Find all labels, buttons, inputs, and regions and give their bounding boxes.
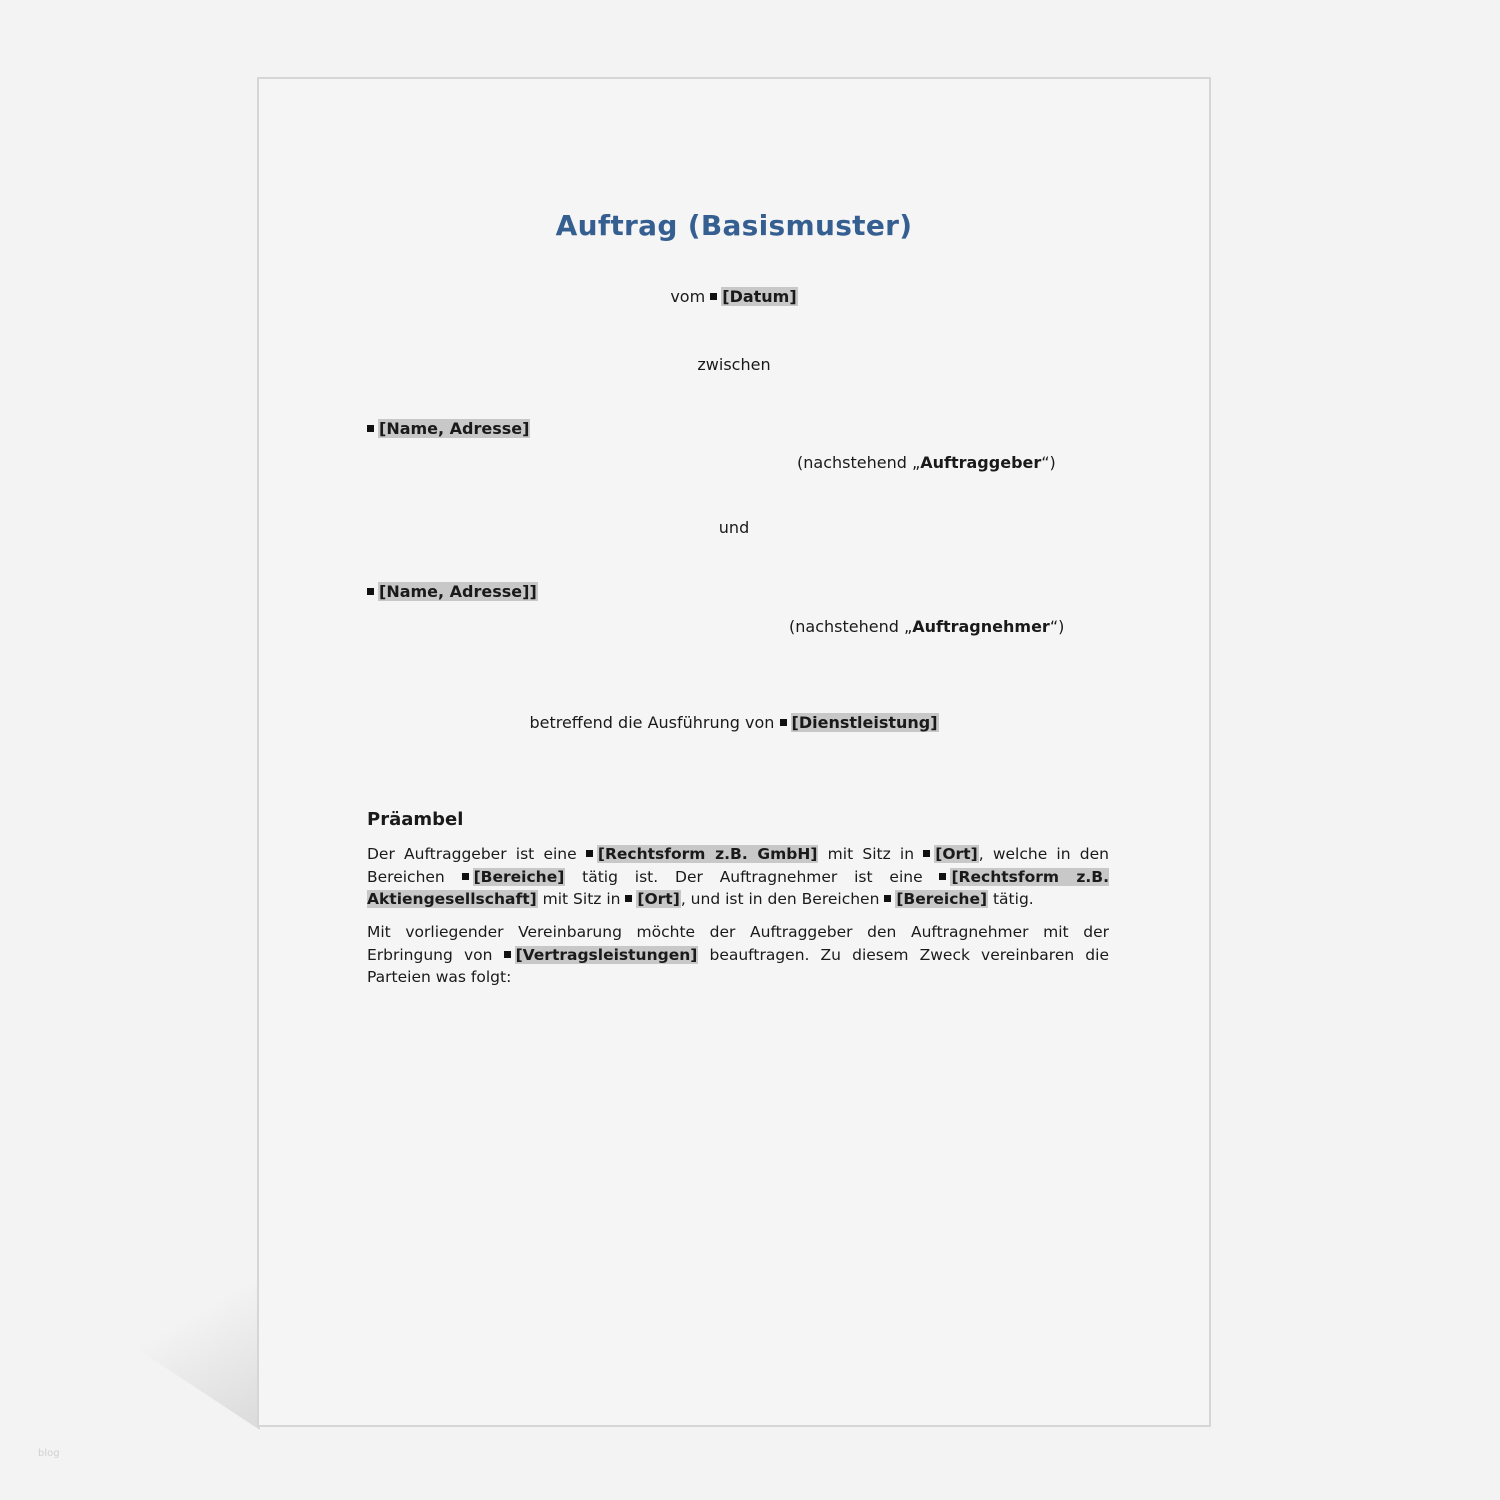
- p1-text: mit Sitz in: [827, 845, 915, 863]
- und-line: und: [718, 518, 750, 537]
- date-line: [259, 287, 1209, 306]
- p2-text: beauftragen. Zu diesem Zweck vereinbaren die Parteien was folgt:: [367, 945, 1109, 986]
- preamble-heading: Präambel: [367, 809, 464, 830]
- p1-text: , welche in den Bereichen: [367, 845, 1109, 886]
- placeholder-ort-1: [Ort]: [935, 845, 978, 863]
- vom-label: vom: [670, 287, 706, 306]
- placeholder-dienstleistung: [Dienstleistung]: [791, 713, 938, 732]
- party1-role-line: [797, 453, 1056, 472]
- party1-line: [367, 419, 530, 438]
- bullet-icon: [625, 895, 632, 902]
- party2-line: [367, 582, 538, 601]
- betreffend-text: betreffend die Ausführung von: [529, 713, 775, 732]
- bullet-icon: [367, 425, 374, 432]
- p2-text: Mit vorliegender Vereinbarung möchte der Auftraggeber den Auftragnehmer mit der Erbringung von: [367, 923, 1109, 964]
- p1-text: tätig.: [992, 890, 1034, 908]
- placeholder-party1: [Name, Adresse]: [379, 419, 530, 438]
- bullet-icon: [939, 873, 946, 880]
- bullet-icon: [710, 293, 717, 300]
- party2-role: Auftragnehmer: [912, 617, 1050, 636]
- placeholder-bereiche-2: [Bereiche]: [896, 890, 988, 908]
- bullet-icon: [504, 951, 511, 958]
- bullet-icon: [367, 588, 374, 595]
- bullet-icon: [780, 719, 787, 726]
- preamble-paragraph-1: [367, 843, 1109, 911]
- party2-role-post: “): [1049, 617, 1065, 636]
- watermark: blog: [38, 1448, 60, 1459]
- bullet-icon: [586, 850, 593, 857]
- bullet-icon: [462, 873, 469, 880]
- placeholder-party2: [Name, Adresse]]: [379, 582, 537, 601]
- document-title: Auftrag (Basismuster): [555, 209, 913, 242]
- placeholder-vertragsleistungen: [Vertragsleistungen]: [515, 945, 698, 964]
- placeholder-rechtsform-1: [Rechtsform z.B. GmbH]: [597, 845, 818, 863]
- p1-text: Der Auftraggeber ist eine: [367, 845, 577, 863]
- preamble-paragraph-2: [367, 921, 1109, 989]
- party2-role-pre: (nachstehend „: [789, 617, 913, 636]
- document-page: [257, 77, 1211, 1427]
- p1-text: , und ist in den Bereichen: [680, 890, 880, 908]
- party2-role-line: [789, 617, 1064, 636]
- page-shadow: [90, 1270, 260, 1430]
- party1-role-post: “): [1041, 453, 1056, 472]
- p1-text: tätig ist. Der Auftragnehmer ist eine: [582, 867, 923, 886]
- bullet-icon: [884, 895, 891, 902]
- party1-role: Auftraggeber: [920, 453, 1042, 472]
- placeholder-datum: [Datum]: [722, 287, 797, 306]
- betreffend-line: [259, 713, 1209, 732]
- placeholder-rechtsform-2: [Rechtsform z.B. Aktiengesellschaft]: [367, 867, 1109, 908]
- placeholder-ort-2: [Ort]: [637, 890, 680, 908]
- bullet-icon: [923, 850, 930, 857]
- p1-text: mit Sitz in: [542, 890, 621, 908]
- zwischen-line: zwischen: [697, 355, 771, 374]
- placeholder-bereiche-1: [Bereiche]: [473, 867, 565, 886]
- party1-role-pre: (nachstehend „: [797, 453, 921, 472]
